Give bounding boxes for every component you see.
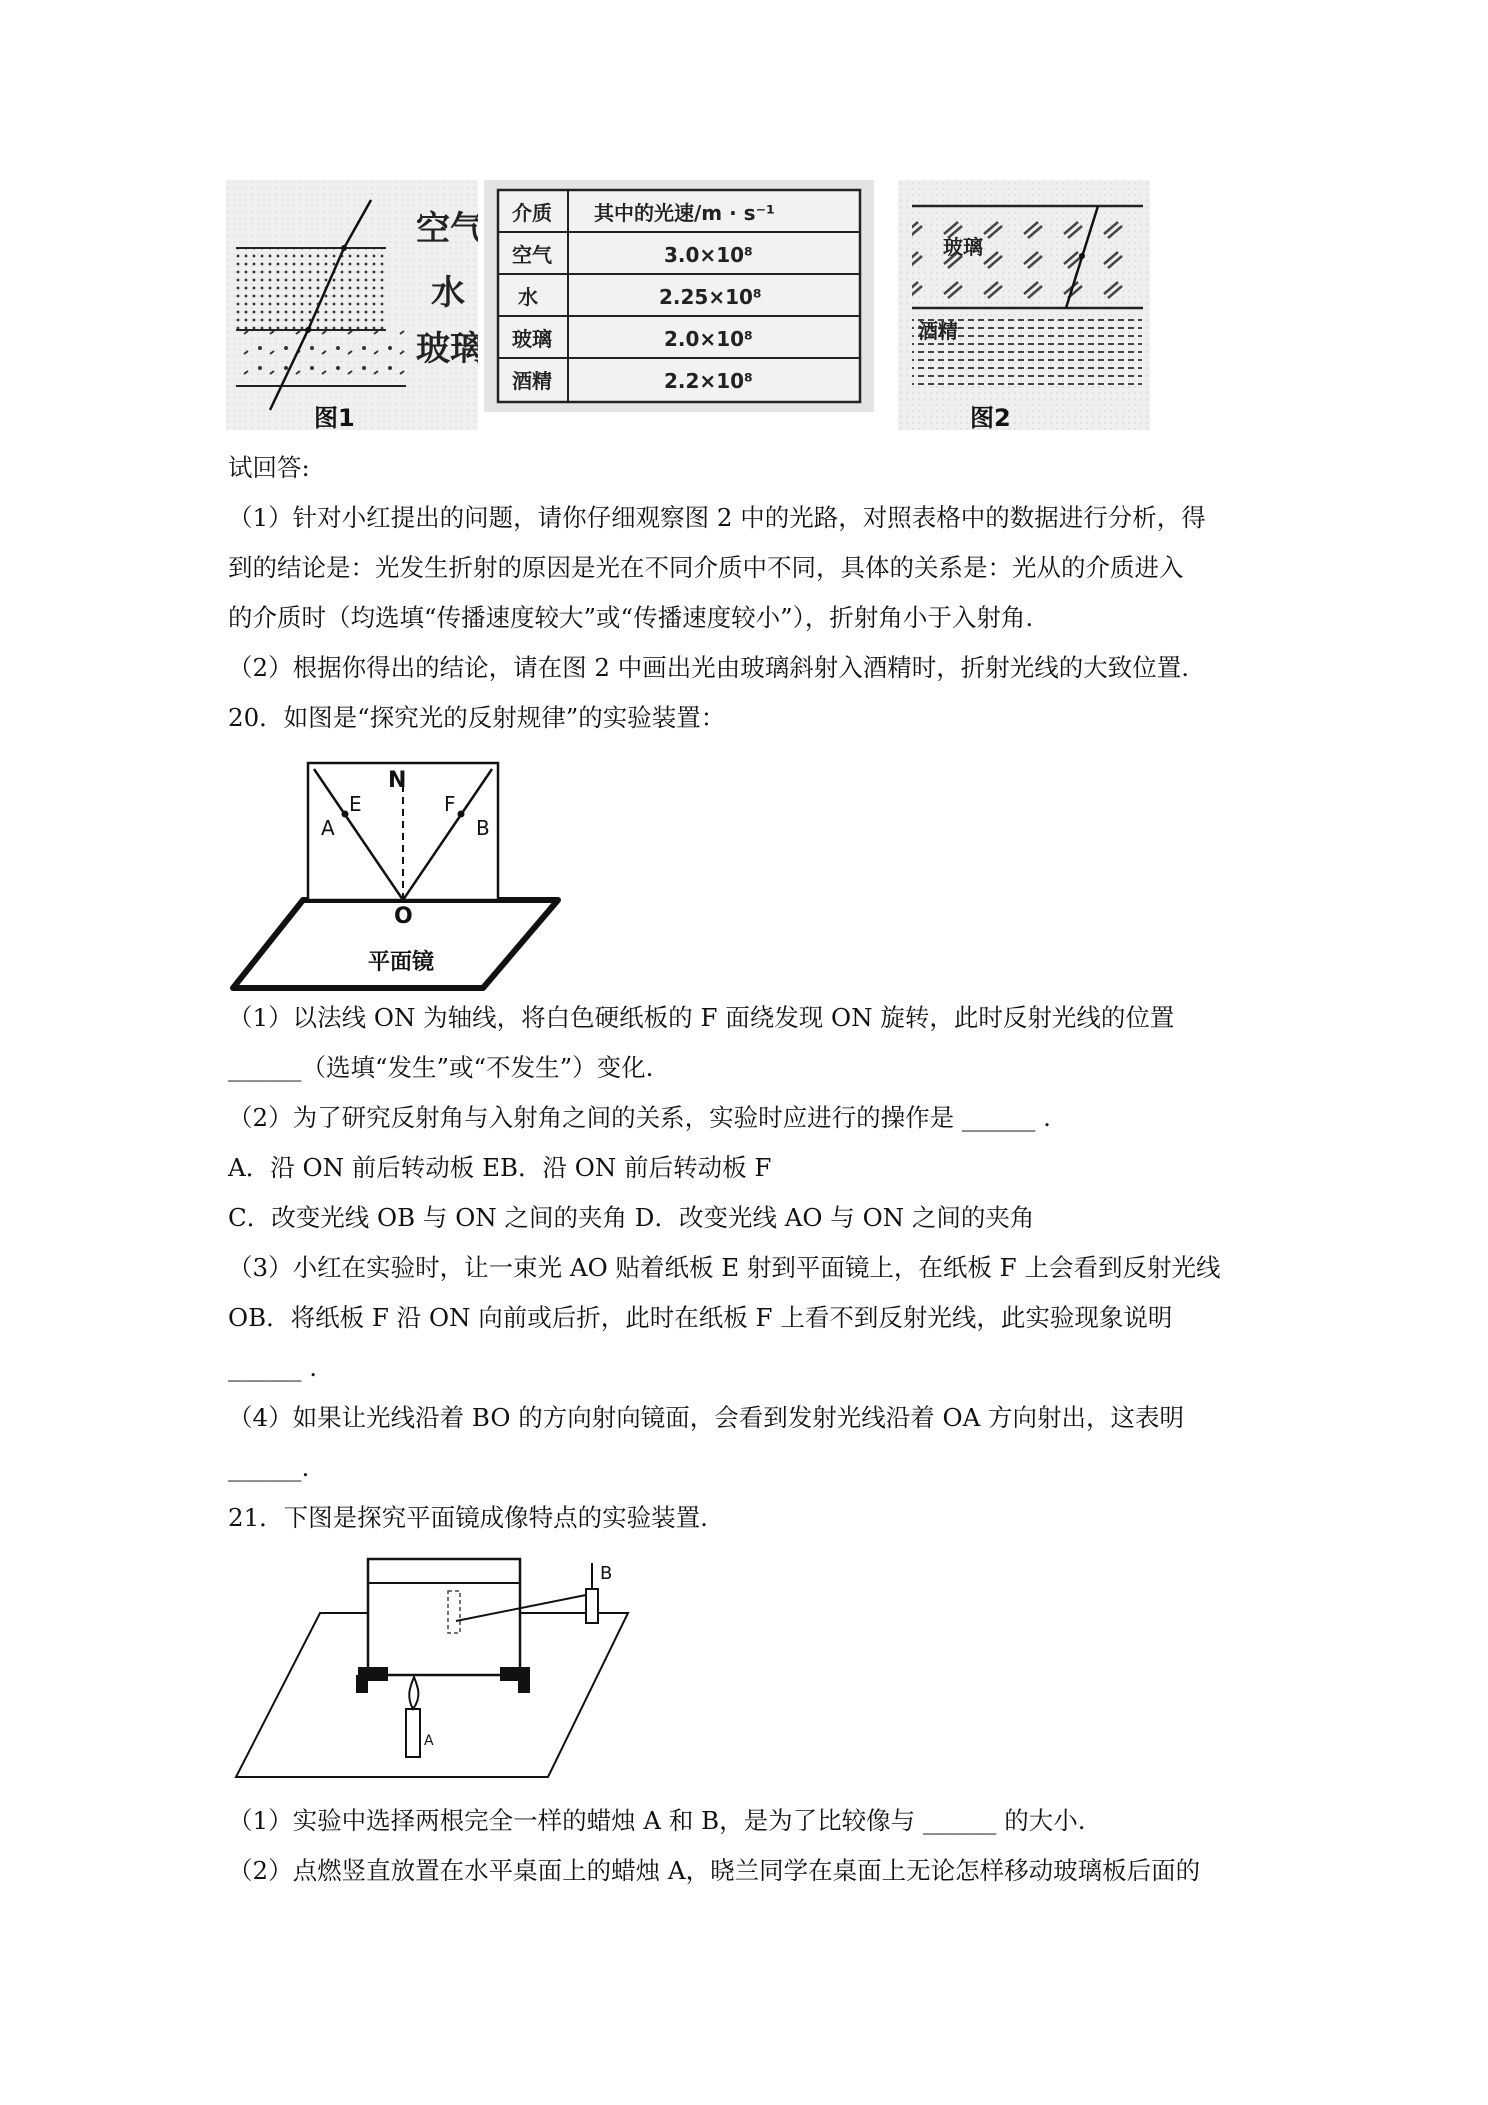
table-header-medium: 介质 <box>512 201 552 225</box>
table-cell-medium: 玻璃 <box>512 327 552 351</box>
figure-2-refraction <box>898 180 1150 430</box>
table-cell-medium: 酒精 <box>512 369 552 393</box>
q19-intro: 试回答: <box>228 453 310 482</box>
figure-1-refraction <box>226 180 478 430</box>
table-cell-speed: 2.25×10⁸ <box>659 285 762 309</box>
fig1-caption: 图1 <box>314 404 355 430</box>
q21-title: 21．下图是探究平面镜成像特点的实验装置. <box>228 1503 708 1532</box>
reflection-apparatus-figure <box>228 755 568 995</box>
label-F: F <box>444 792 456 816</box>
figure-1-drawing <box>226 180 478 430</box>
plane-mirror-apparatus-drawing <box>228 1555 640 1785</box>
table-header-speed: 其中的光速/m · s⁻¹ <box>594 201 775 225</box>
q20-part4-line2: ______. <box>228 1453 310 1482</box>
q20-part3-line2: OB．将纸板 F 沿 ON 向前或后折，此时在纸板 F 上看不到反射光线，此实验现象说明 <box>228 1303 1173 1332</box>
light-speed-table <box>484 180 874 412</box>
q21-part2: （2）点燃竖直放置在水平桌面上的蜡烛 A，晓兰同学在桌面上无论怎样移动玻璃板后面的 <box>228 1856 1201 1885</box>
table-cell-speed: 3.0×10⁸ <box>664 243 753 267</box>
q20-part1-line2: ______（选填“发生”或“不发生”）变化. <box>228 1053 654 1082</box>
q20-part3-line3: ______ . <box>228 1353 318 1382</box>
label-candle-A: A <box>424 1733 434 1749</box>
label-N: N <box>388 768 407 793</box>
table-cell-speed: 2.2×10⁸ <box>664 369 753 393</box>
q20-part3-line1: （3）小红在实验时，让一束光 AO 贴着纸板 E 射到平面镜上，在纸板 F 上会看到反射光线 <box>228 1253 1221 1282</box>
q20-part2: （2）为了研究反射角与入射角之间的关系，实验时应进行的操作是 ______ . <box>228 1103 1051 1132</box>
table-drawing <box>484 180 874 412</box>
table-cell-speed: 2.0×10⁸ <box>664 327 753 351</box>
q20-part4-line1: （4）如果让光线沿着 BO 的方向射向镜面，会看到发射光线沿着 OA 方向射出，这表明 <box>228 1403 1185 1432</box>
fig1-label-air: 空气 <box>416 209 478 249</box>
label-O: O <box>394 904 413 929</box>
label-A: A <box>321 816 335 840</box>
fig2-caption: 图2 <box>970 404 1011 430</box>
fig2-label-glass: 玻璃 <box>943 235 983 259</box>
table-cell-medium: 空气 <box>512 243 552 267</box>
q19-part2: （2）根据你得出的结论，请在图 2 中画出光由玻璃斜射入酒精时，折射光线的大致位置. <box>228 653 1190 682</box>
fig1-label-water: 水 <box>431 273 465 313</box>
reflection-apparatus-drawing <box>228 755 568 995</box>
q21-part1: （1）实验中选择两根完全一样的蜡烛 A 和 B，是为了比较像与 ______ 的大小. <box>228 1806 1086 1835</box>
q19-part1-line3: 的介质时（均选填“传播速度较大”或“传播速度较小”），折射角小于入射角. <box>228 603 1034 632</box>
label-plane-mirror: 平面镜 <box>368 950 435 975</box>
figure-2-drawing <box>898 180 1150 430</box>
plane-mirror-apparatus-figure <box>228 1555 640 1785</box>
q19-part1-line2: 到的结论是：光发生折射的原因是光在不同介质中不同，具体的关系是：光从的介质进入 <box>228 553 1184 582</box>
fig1-label-glass: 玻璃 <box>416 329 478 369</box>
table-cell-medium: 水 <box>518 285 538 309</box>
label-E: E <box>349 792 362 816</box>
q20-options-cd: C．改变光线 OB 与 ON 之间的夹角 D．改变光线 AO 与 ON 之间的夹角 <box>228 1203 1035 1232</box>
q20-part1-line1: （1）以法线 ON 为轴线，将白色硬纸板的 F 面绕发现 ON 旋转，此时反射光线的位置 <box>228 1003 1175 1032</box>
label-B: B <box>476 816 490 840</box>
q20-title: 20．如图是“探究光的反射规律”的实验装置： <box>228 703 726 732</box>
label-candle-B: B <box>600 1563 613 1584</box>
q19-part1-line1: （1）针对小红提出的问题，请你仔细观察图 2 中的光路，对照表格中的数据进行分析，得 <box>228 503 1206 532</box>
q20-options-ab: A．沿 ON 前后转动板 EB．沿 ON 前后转动板 F <box>228 1153 772 1182</box>
fig2-label-alcohol: 酒精 <box>918 319 958 343</box>
